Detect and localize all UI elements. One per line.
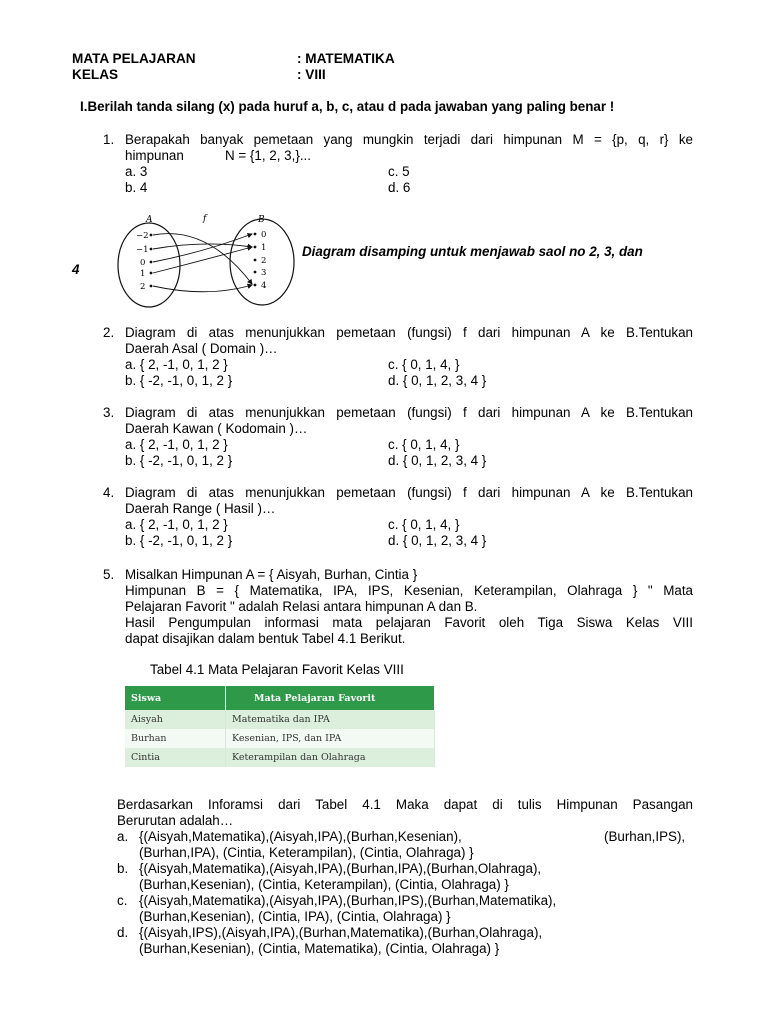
q5-text-line2: Himpunan B = { Matematika, IPA, IPS, Kesenian, Keterampilan, Olahraga } " Mata: [125, 583, 693, 598]
q5-text-line1: Misalkan Himpunan A = { Aisyah, Burhan, Cintia }: [125, 567, 418, 582]
q2-text-line1: Diagram di atas menunjukkan pemetaan (fungsi) f dari himpunan A ke B.Tentukan: [125, 325, 693, 340]
q4-option-a: a. { 2, -1, 0, 1, 2 }: [125, 517, 228, 532]
q1-text-line1: Berapakah banyak pemetaan yang mungkin terjadi dari himpunan M = {p, q, r} ke: [125, 132, 693, 147]
codomain-element: 3: [261, 268, 267, 278]
q5-option-c-line2: (Burhan,Kesenian), (Cintia, IPA), (Cintia, Olahraga) }: [139, 909, 451, 924]
codomain-element: 0: [261, 230, 267, 240]
table-row: [125, 729, 435, 748]
table-cell: Cintia: [125, 748, 226, 767]
q3-option-d: d. { 0, 1, 2, 3, 4 }: [388, 453, 487, 468]
instruction: I.Berilah tanda silang (x) pada huruf a, b, c, atau d pada jawaban yang paling benar !: [80, 99, 615, 114]
q4-text-line1: Diagram di atas menunjukkan pemetaan (fungsi) f dari himpunan A ke B.Tentukan: [125, 485, 693, 500]
q5-text-line3: Pelajaran Favorit " adalah Relasi antara himpunan A dan B.: [125, 599, 478, 614]
subject-label: MATA PELAJARAN: [72, 51, 196, 66]
q5-option-b-line1: {(Aisyah,Matematika),(Aisyah,IPA),(Burhan,IPA),(Burhan,Olahraga),: [139, 861, 542, 876]
q5-option-c-letter: c.: [117, 893, 128, 908]
q2-option-b: b. { -2, -1, 0, 1, 2 }: [125, 373, 233, 388]
q5-option-a-line1b: (Burhan,IPS),: [604, 829, 686, 844]
q5-after-line2: Berurutan adalah…: [117, 813, 234, 828]
codomain-element: 2: [261, 256, 267, 266]
mapping-arrow: [153, 285, 252, 292]
q5-option-a-line1: {(Aisyah,Matematika),(Aisyah,IPA),(Burhan,Kesenian),: [139, 829, 462, 844]
codomain-element: 4: [261, 281, 267, 291]
q3-option-c: c. { 0, 1, 4, }: [388, 437, 460, 452]
domain-element: −2: [136, 231, 149, 241]
mapping-arrow: [153, 247, 252, 273]
domain-element: −1: [136, 245, 149, 255]
table-header: Mata Pelajaran Favorit: [226, 686, 435, 710]
table-row: [125, 710, 435, 729]
arrow-diagram: [112, 210, 302, 310]
q1-option-c: c. 5: [388, 164, 410, 179]
q5-option-d-line2: (Burhan,Kesenian), (Cintia, Matematika), (Cintia, Olahraga) }: [139, 941, 500, 956]
q3-option-a: a. { 2, -1, 0, 1, 2 }: [125, 437, 228, 452]
q2-text-line2: Daerah Asal ( Domain )…: [125, 341, 278, 356]
function-label: f: [203, 214, 207, 224]
q5-option-a-line2: (Burhan,IPA), (Cintia, Keterampilan), (Cintia, Olahraga) }: [139, 845, 474, 860]
table-cell: Kesenian, IPS, dan IPA: [226, 729, 435, 748]
q1-option-b: b. 4: [125, 180, 148, 195]
q2-option-c: c. { 0, 1, 4, }: [388, 357, 460, 372]
favorite-subjects-table: [125, 686, 435, 767]
q4-text-line2: Daerah Range ( Hasil )…: [125, 501, 276, 516]
q5-option-d-letter: d.: [117, 925, 129, 940]
q2-option-a: a. { 2, -1, 0, 1, 2 }: [125, 357, 228, 372]
table-cell: Keterampilan dan Olahraga: [226, 748, 435, 767]
q5-option-d-line1: {(Aisyah,IPS),(Aisyah,IPA),(Burhan,Matematika),(Burhan,Olahraga),: [139, 925, 543, 940]
q5-after-line1: Berdasarkan Inforamsi dari Tabel 4.1 Maka dapat di tulis Himpunan Pasangan: [117, 797, 693, 812]
diagram-caption-end: 4: [72, 262, 80, 277]
q5-option-b-letter: b.: [117, 861, 129, 876]
table-cell: Burhan: [125, 729, 226, 748]
mapping-arrow: [153, 234, 252, 262]
q1-option-d: d. 6: [388, 180, 411, 195]
table-caption: Tabel 4.1 Mata Pelajaran Favorit Kelas VIII: [150, 662, 404, 677]
q4-option-b: b. { -2, -1, 0, 1, 2 }: [125, 533, 233, 548]
table-header: Siswa: [125, 686, 226, 710]
q1-option-a: a. 3: [125, 164, 148, 179]
q5-text-line4: Hasil Pengumpulan informasi mata pelajaran Favorit oleh Tiga Siswa Kelas VIII: [125, 615, 693, 630]
q3-option-b: b. { -2, -1, 0, 1, 2 }: [125, 453, 233, 468]
domain-element: 1: [140, 269, 146, 279]
set-b-label: B: [258, 215, 265, 225]
domain-element: 0: [140, 258, 146, 268]
mapping-arrow: [153, 244, 252, 249]
q1-text-line2b: N = {1, 2, 3,}...: [225, 148, 311, 163]
q5-option-b-line2: (Burhan,Kesenian), (Cintia, Keterampilan), (Cintia, Olahraga) }: [139, 877, 509, 892]
q5-option-c-line1: {(Aisyah,Matematika),(Aisyah,IPA),(Burhan,IPS),(Burhan,Matematika),: [139, 893, 557, 908]
codomain-element: 1: [261, 243, 267, 253]
diagram-caption: Diagram disamping untuk menjawab saol no 2, 3, dan: [302, 244, 643, 259]
domain-element: 2: [140, 282, 146, 292]
q3-number: 3.: [103, 405, 115, 420]
q4-number: 4.: [103, 485, 115, 500]
q5-option-a-letter: a.: [117, 829, 129, 844]
set-a-ellipse: [118, 223, 180, 307]
subject-value: : MATEMATIKA: [297, 51, 395, 66]
q5-number: 5.: [103, 567, 115, 582]
q1-text-line2a: himpunan: [125, 148, 184, 163]
q4-option-d: d. { 0, 1, 2, 3, 4 }: [388, 533, 487, 548]
table-header-row: [125, 686, 435, 710]
q5-text-line5: dapat disajikan dalam bentuk Tabel 4.1 Berikut.: [125, 631, 406, 646]
q3-text-line1: Diagram di atas menunjukkan pemetaan (fungsi) f dari himpunan A ke B.Tentukan: [125, 405, 693, 420]
set-a-label: A: [146, 215, 153, 225]
q2-number: 2.: [103, 325, 115, 340]
q1-number: 1.: [103, 132, 115, 147]
class-label: KELAS: [72, 67, 119, 82]
q2-option-d: d. { 0, 1, 2, 3, 4 }: [388, 373, 487, 388]
table-cell: Aisyah: [125, 710, 226, 729]
q4-option-c: c. { 0, 1, 4, }: [388, 517, 460, 532]
table-cell: Matematika dan IPA: [226, 710, 435, 729]
class-value: : VIII: [297, 67, 326, 82]
q3-text-line2: Daerah Kawan ( Kodomain )…: [125, 421, 308, 436]
table-row: [125, 748, 435, 767]
